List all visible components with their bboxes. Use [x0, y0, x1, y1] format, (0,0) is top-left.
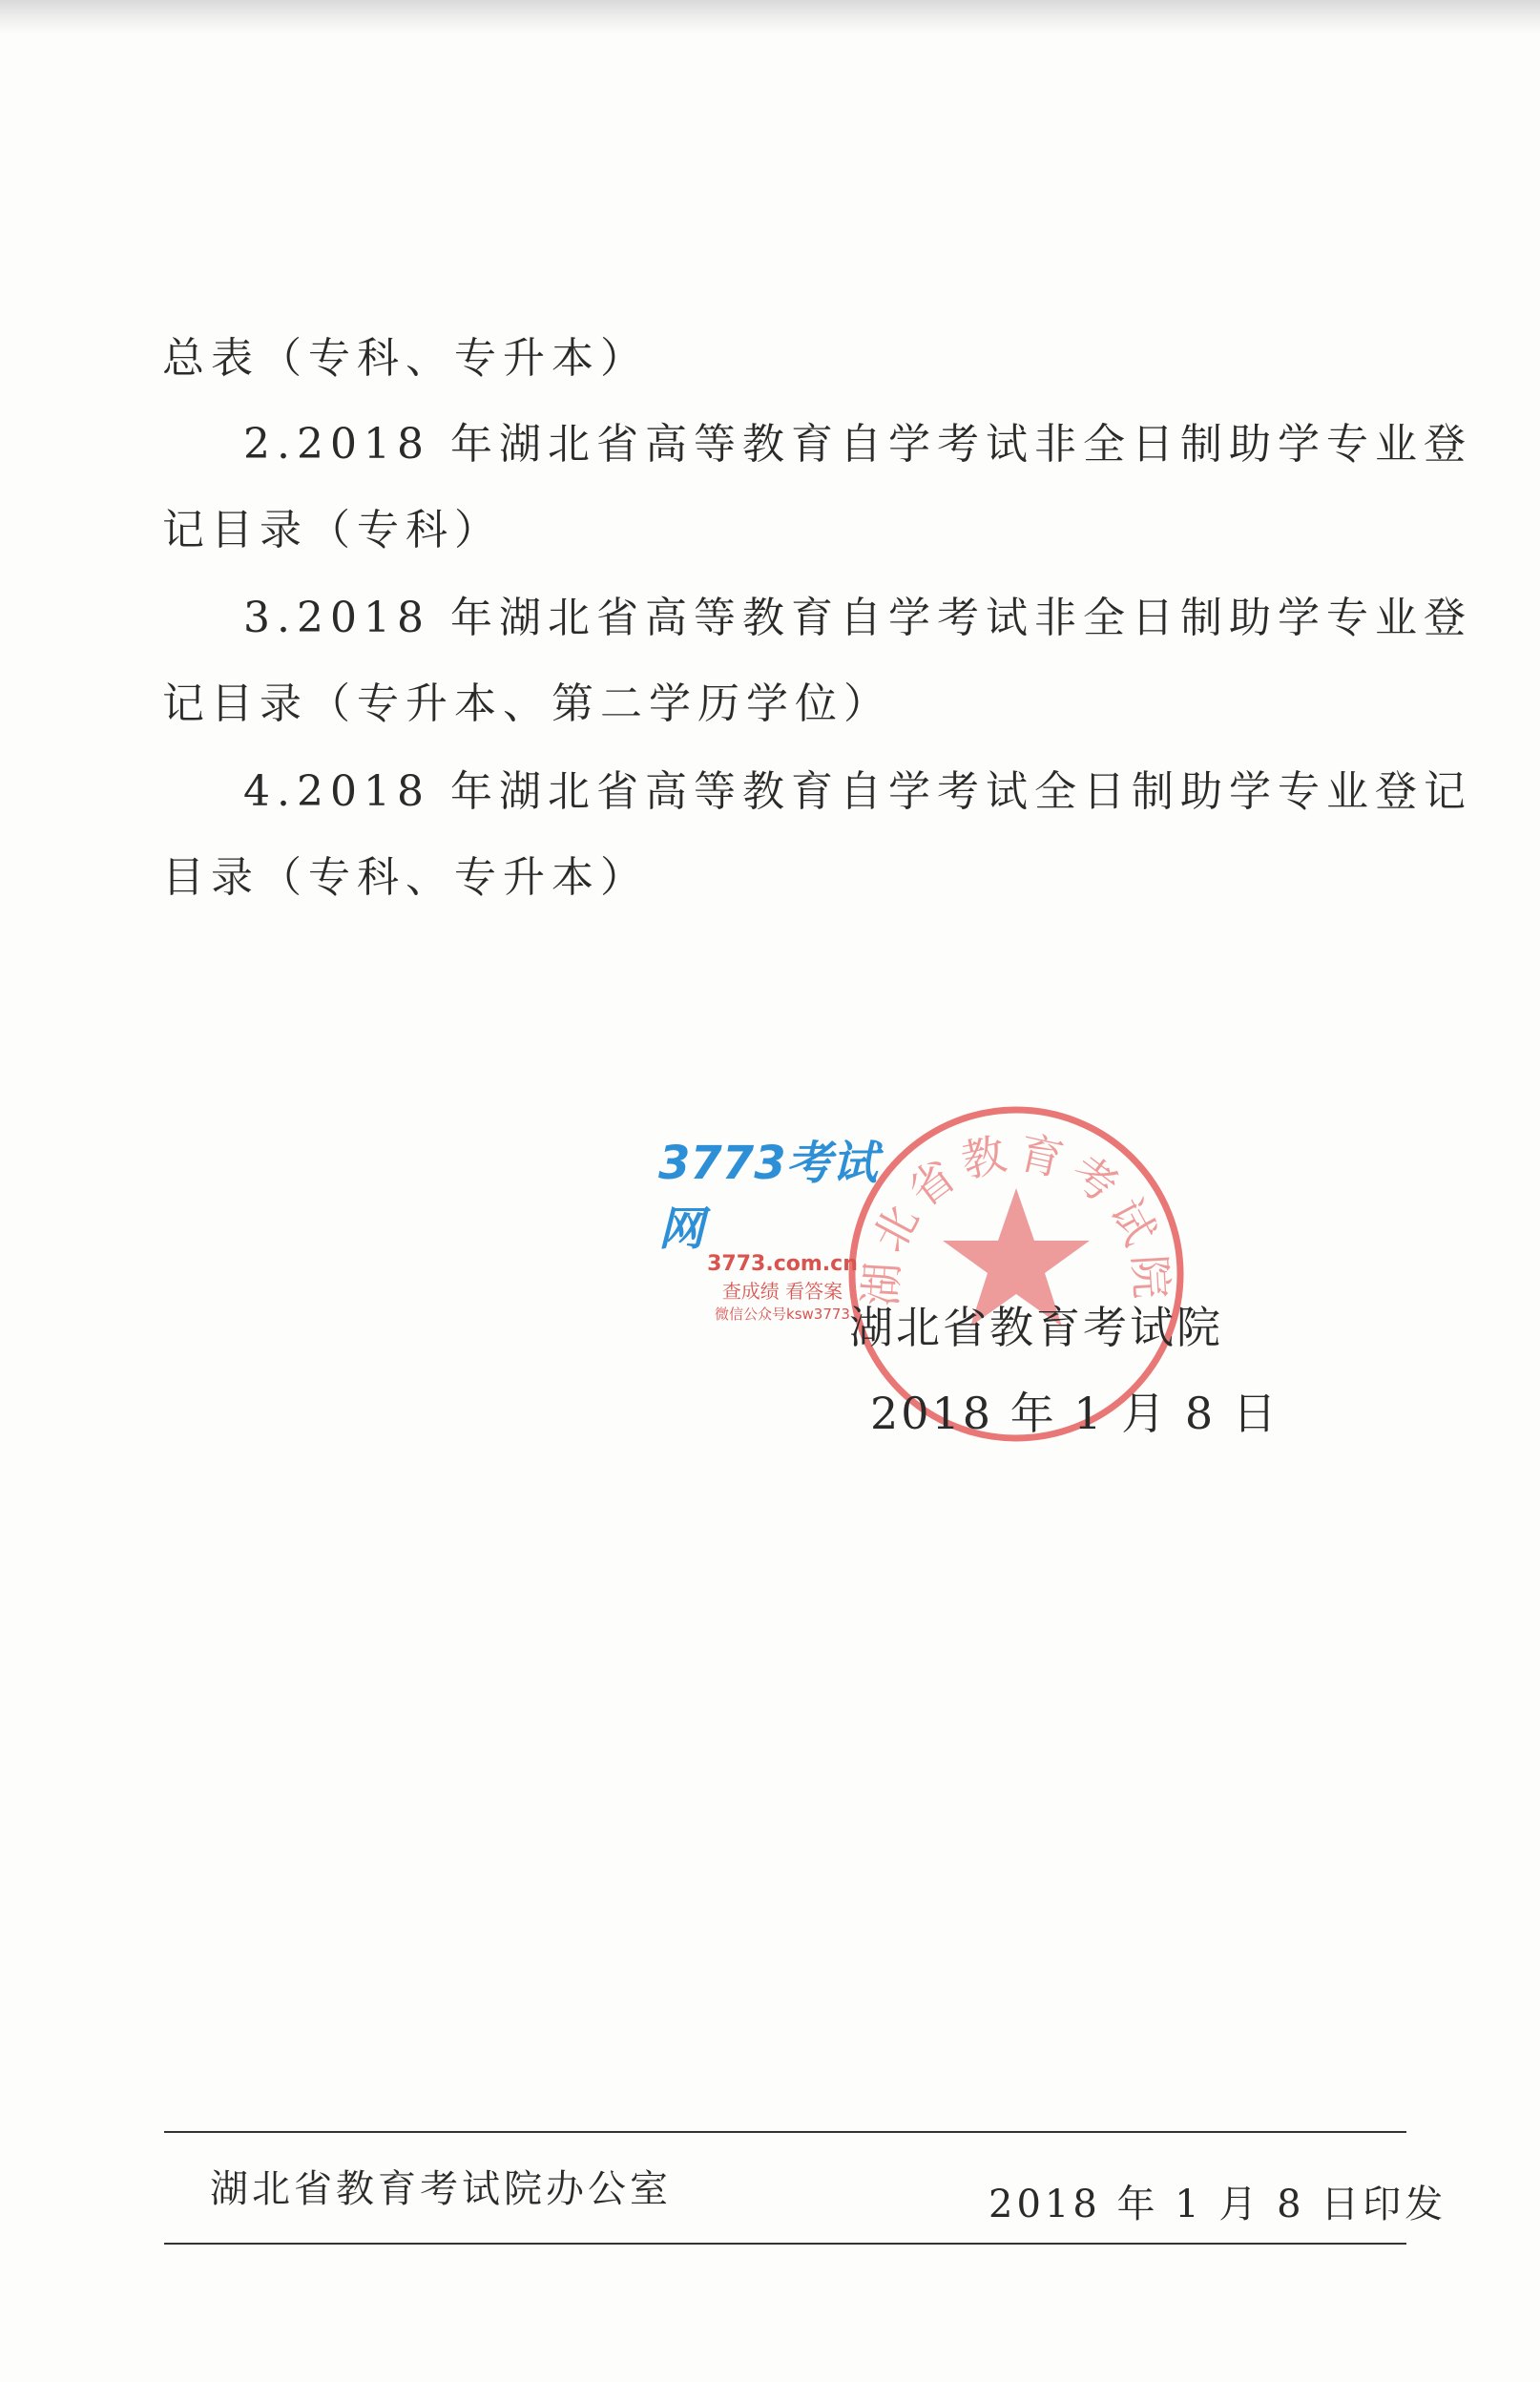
issuer-date: 2018 年 1 月 8 日	[870, 1388, 1280, 1439]
watermark-brand: 3773考试网	[658, 1137, 878, 1256]
scan-shadow	[0, 0, 1540, 34]
footer-print-date: 2018 年 1 月 8 日印发	[989, 2183, 1447, 2226]
attachment-line-1: 总表（专科、专升本）	[162, 334, 649, 383]
watermark-slogan: 查成绩 看答案	[721, 1280, 843, 1303]
attachment-line-7: 目录（专科、专升本）	[162, 853, 649, 902]
issuer-name: 湖北省教育考试院	[849, 1302, 1223, 1353]
attachment-line-5: 记目录（专升本、第二学历学位）	[162, 679, 892, 728]
watermark-url: 3773.com.cn	[707, 1252, 858, 1276]
watermark-wechat: 微信公众号ksw3773	[715, 1306, 850, 1323]
attachment-line-3: 记目录（专科）	[162, 506, 503, 554]
watermark	[658, 1126, 906, 1323]
footer-top-rule	[164, 2131, 1406, 2133]
attachment-line-4: 3.2018 年湖北省高等教育自学考试非全日制助学专业登	[243, 594, 1472, 642]
footer-office: 湖北省教育考试院办公室	[210, 2167, 672, 2211]
attachment-line-6: 4.2018 年湖北省高等教育自学考试全日制助学专业登记	[243, 767, 1472, 816]
footer-bottom-rule	[164, 2243, 1406, 2245]
attachment-line-2: 2.2018 年湖北省高等教育自学考试非全日制助学专业登	[243, 420, 1472, 469]
seal-text: 湖北省教育考试院	[854, 1126, 1178, 1308]
